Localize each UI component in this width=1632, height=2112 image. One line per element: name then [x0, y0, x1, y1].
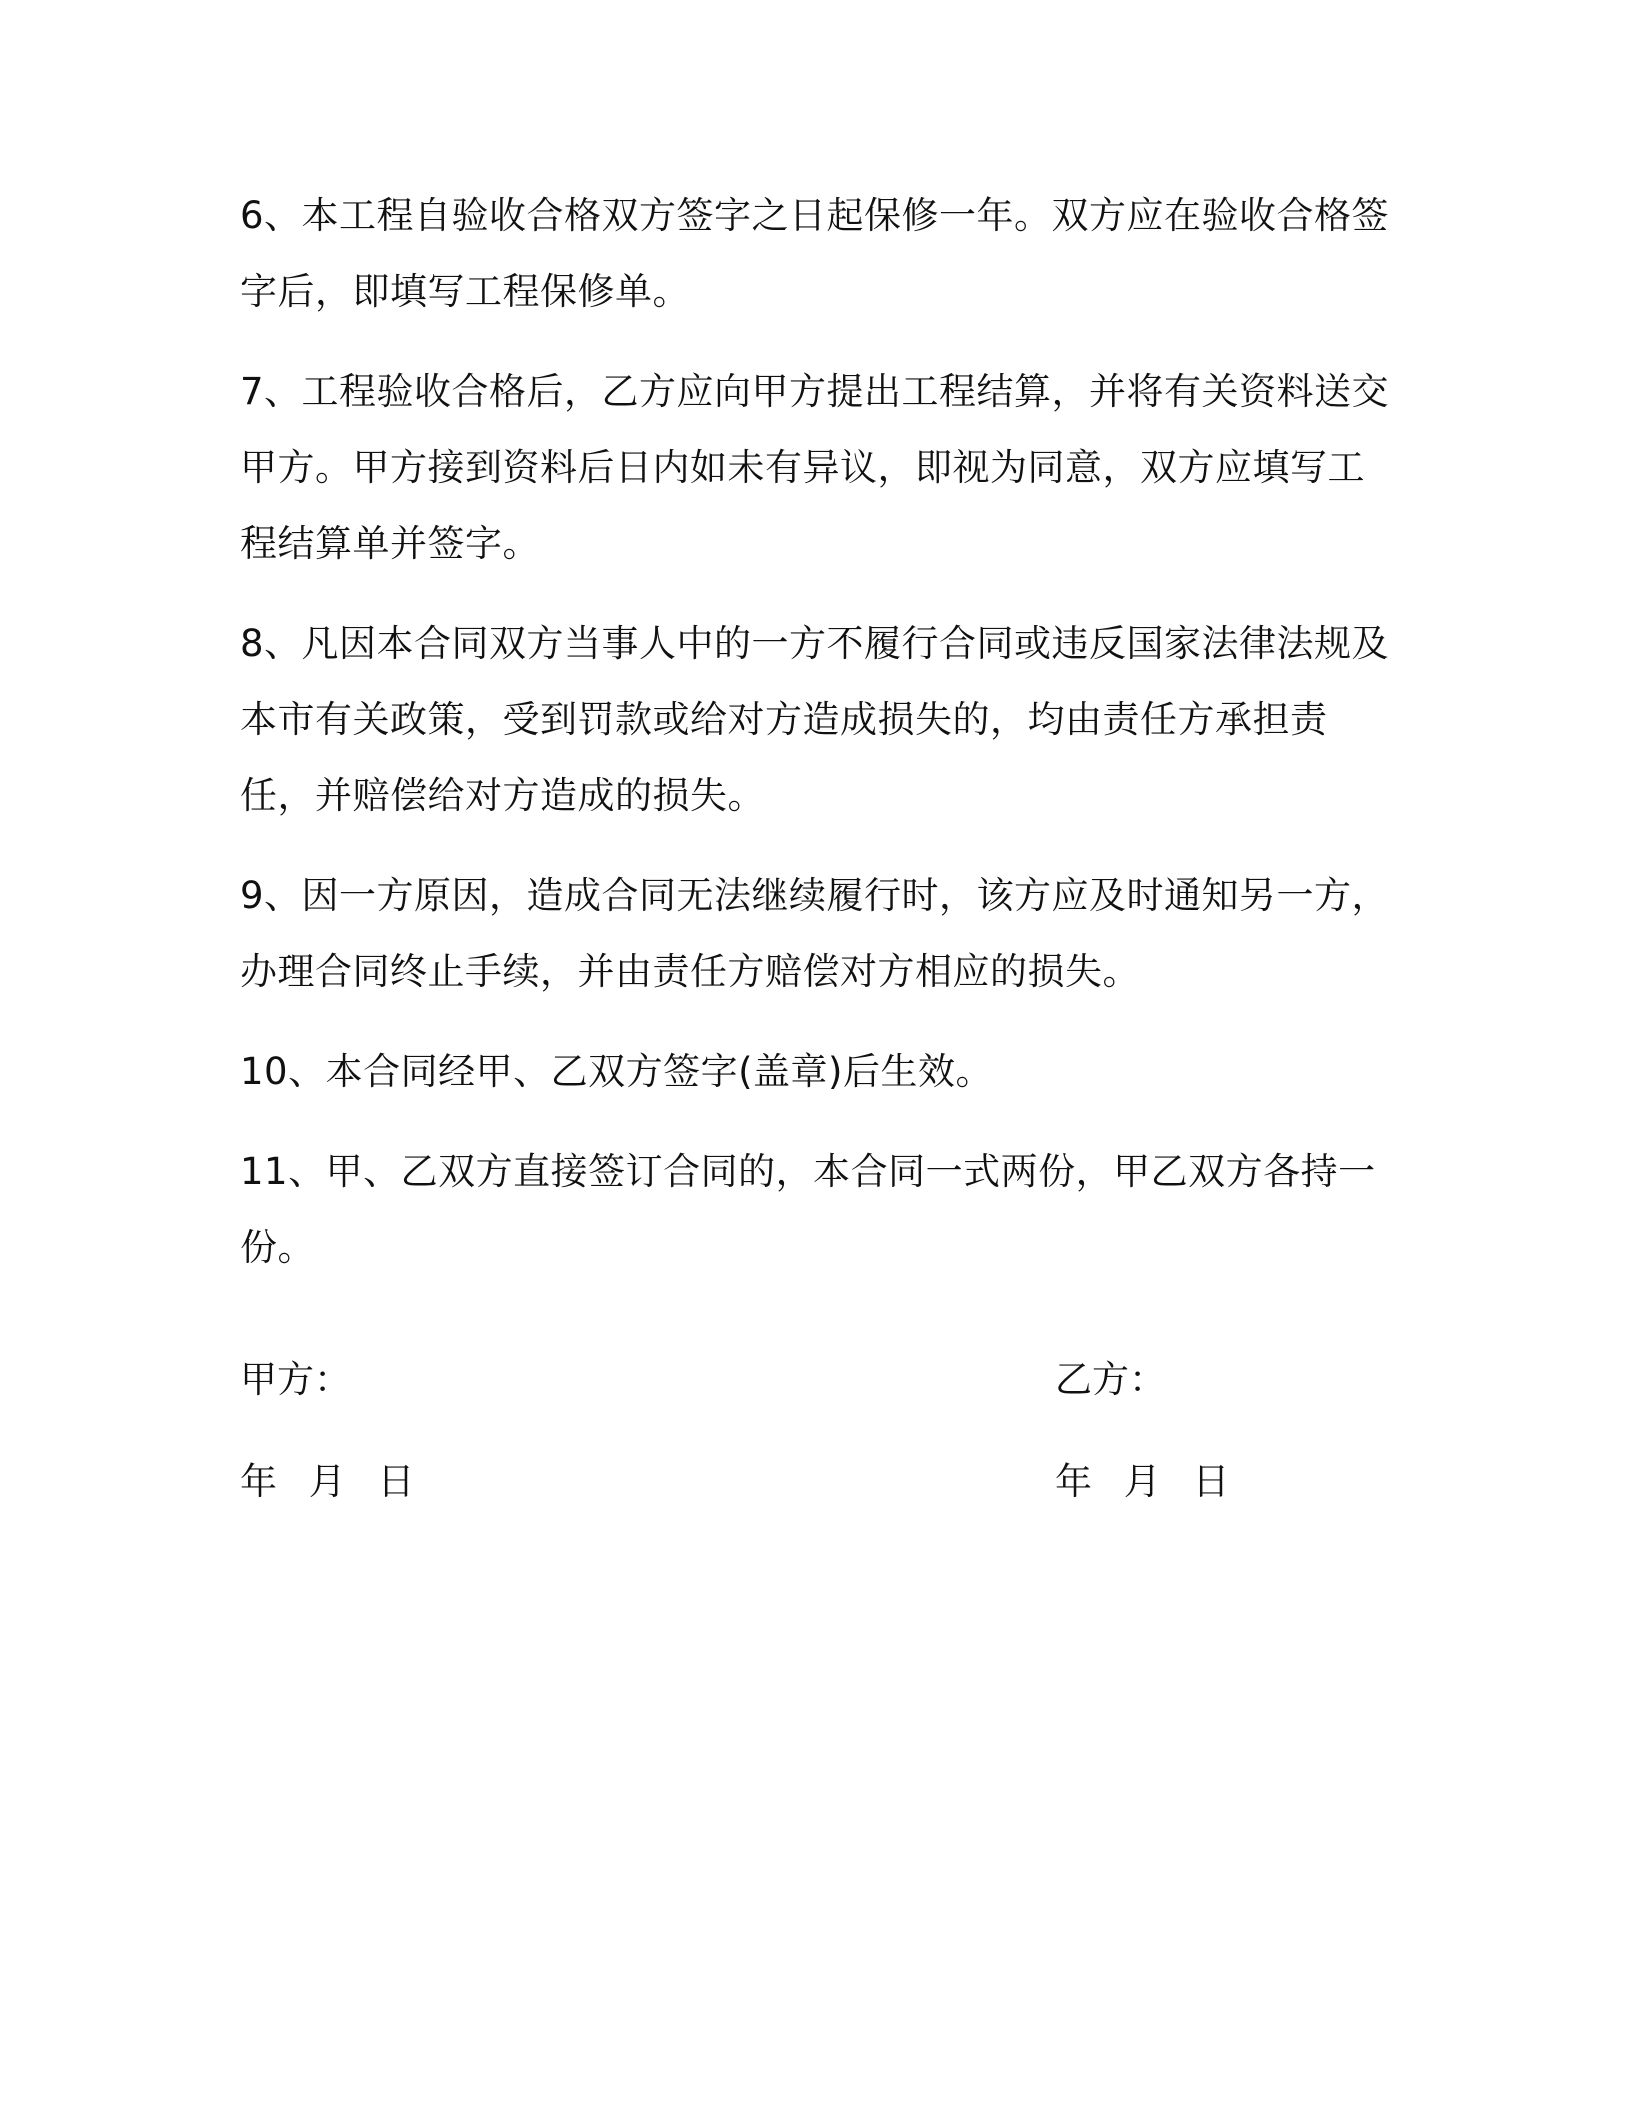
clause-8: 8、凡因本合同双方当事人中的一方不履行合同或违反国家法律法规及本市有关政策，受到罚款或给对方造成损失的，均由责任方承担责任，并赔偿给对方造成的损失。	[240, 622, 1390, 817]
clause-10: 10、本合同经甲、乙双方签字(盖章)后生效。	[240, 1050, 993, 1093]
party-b-date: 年 月 日	[1055, 1460, 1240, 1503]
clause-11: 11、甲、乙双方直接签订合同的，本合同一式两份，甲乙双方各持一份。	[240, 1150, 1376, 1269]
contract-clauses	[240, 178, 1390, 1310]
clause-7: 7、工程验收合格后，乙方应向甲方提出工程结算，并将有关资料送交甲方。甲方接到资料后日内如未有异议，即视为同意，双方应填写工程结算单并签字。	[240, 370, 1390, 565]
signature-dates-row	[240, 1452, 1390, 1512]
clause-6: 6、本工程自验收合格双方签字之日起保修一年。双方应在验收合格签字后，即填写工程保修单。	[240, 194, 1390, 313]
signature-parties-row	[240, 1350, 1390, 1410]
party-a-date: 年 月 日	[240, 1460, 425, 1503]
party-b-label: 乙方：	[1055, 1358, 1166, 1401]
clause-9: 9、因一方原因，造成合同无法继续履行时，该方应及时通知另一方，办理合同终止手续，并由责任方赔偿对方相应的损失。	[240, 874, 1390, 993]
party-a-label: 甲方：	[240, 1358, 351, 1401]
